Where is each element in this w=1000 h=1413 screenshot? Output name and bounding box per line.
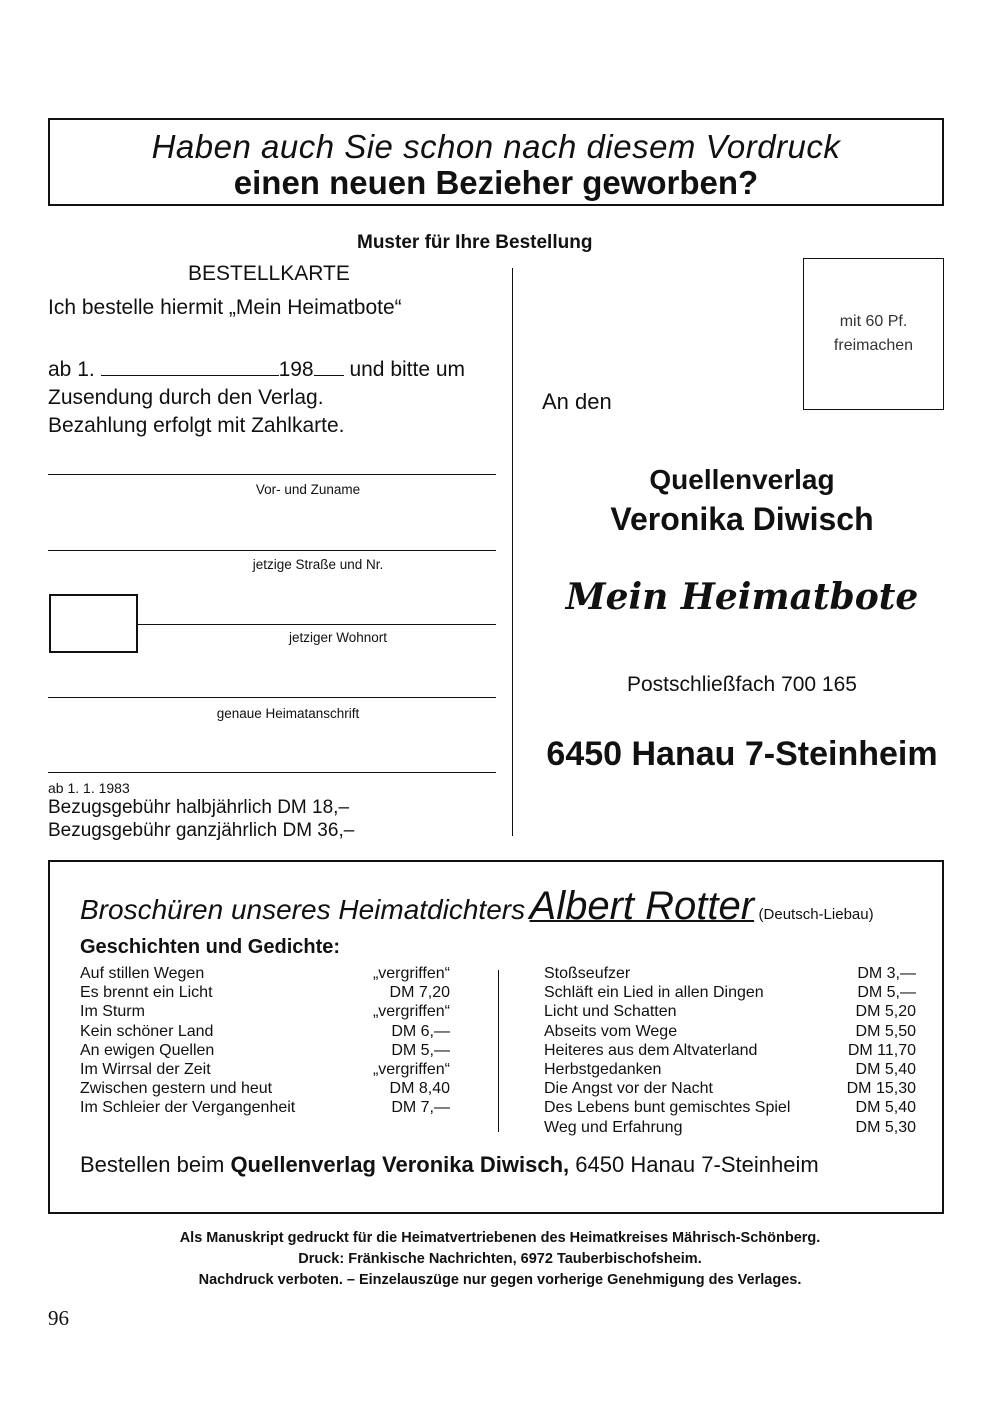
delivery-line: Zusendung durch den Verlag. <box>48 386 324 409</box>
list-item: Die Angst vor der Nacht DM 15,30 <box>544 1080 916 1098</box>
city-field-label: jetziger Wohnort <box>288 630 388 645</box>
ab-suffix: und bitte um <box>349 358 466 381</box>
name-field-label: Vor- und Zuname <box>255 482 361 497</box>
list-item: Schläft ein Lied in allen Dingen DM 5,— <box>544 984 916 1002</box>
list-item: Heiteres aus dem Altvaterland DM 11,70 <box>544 1041 916 1059</box>
order-line: Ich bestelle hiermit „Mein Heimatbote“ <box>48 296 402 319</box>
magazine-logo: Mein Heimatbote <box>565 576 919 618</box>
list-item: Im Wirrsal der Zeit „vergriffen“ <box>80 1060 450 1078</box>
home-address-line2[interactable] <box>48 772 496 773</box>
header-box <box>48 118 944 206</box>
recipient-city: 6450 Hanau 7-Steinheim <box>546 735 938 773</box>
fee-half-year: Bezugsgebühr halbjährlich DM 18,– <box>48 797 350 818</box>
order-note-prefix: Bestellen beim <box>80 1152 225 1177</box>
list-item: An ewigen Quellen DM 5,— <box>80 1041 450 1059</box>
header-question: Haben auch Sie schon nach diesem Vordruck <box>151 128 841 165</box>
street-field-line[interactable] <box>48 550 496 551</box>
list-item: Weg und Erfahrung DM 5,30 <box>544 1118 916 1136</box>
year-prefix: 198 <box>278 358 314 381</box>
po-box: Postschließfach 700 165 <box>627 673 857 696</box>
list-item: Herbstgedanken DM 5,40 <box>544 1060 916 1078</box>
footer-line-3: Nachdruck verboten. – Einzelauszüge nur gegen vorherige Genehmigung des Verlages. <box>198 1272 802 1288</box>
footer-line-1: Als Manuskript gedruckt für die Heimatvertriebenen des Heimatkreises Mährisch-Schönberg. <box>179 1230 821 1246</box>
payment-line: Bezahlung erfolgt mit Zahlkarte. <box>48 414 345 437</box>
home-address-line1[interactable] <box>48 697 496 698</box>
brochure-box <box>48 860 944 1214</box>
list-item: Kein schöner Land DM 6,— <box>80 1022 450 1040</box>
stamp-text-frank: freimachen <box>833 337 914 354</box>
stamp-box <box>803 258 944 410</box>
header-headline: einen neuen Bezieher geworben? <box>233 164 759 201</box>
card-divider <box>512 268 513 836</box>
card-title: BESTELLKARTE <box>188 262 350 285</box>
fee-date: ab 1. 1. 1983 <box>48 780 130 796</box>
publisher-name: Quellenverlag <box>649 464 835 495</box>
list-item: Stoßseufzer DM 3,— <box>544 965 916 982</box>
start-date-blank[interactable] <box>101 359 279 376</box>
ab-prefix: ab 1. <box>48 358 95 381</box>
stamp-text-postage: mit 60 Pf. <box>839 313 908 330</box>
order-note <box>80 1152 819 1178</box>
list-item: Abseits vom Wege DM 5,50 <box>544 1022 916 1040</box>
list-item: Es brennt ein Licht DM 7,20 <box>80 984 450 1002</box>
order-note-publisher: Quellenverlag Veronika Diwisch, <box>230 1152 570 1177</box>
name-field-line[interactable] <box>48 474 496 475</box>
author-origin: (Deutsch-Liebau) <box>758 906 874 923</box>
brochure-list-right <box>544 964 916 1137</box>
ab-line <box>48 358 465 382</box>
order-heading: Muster für Ihre Bestellung <box>357 232 593 253</box>
publisher-owner: Veronika Diwisch <box>610 501 874 537</box>
fee-full-year: Bezugsgebühr ganzjährlich DM 36,– <box>48 820 355 841</box>
list-item: Auf stillen Wegen „vergriffen“ <box>80 965 450 982</box>
footer-line-2: Druck: Fränkische Nachrichten, 6972 Tauberbischofsheim. <box>298 1251 702 1267</box>
city-field-line[interactable] <box>138 624 496 625</box>
section-heading: Geschichten und Gedichte: <box>80 936 341 958</box>
order-note-city: 6450 Hanau 7-Steinheim <box>575 1152 819 1177</box>
list-item: Zwischen gestern und heut DM 8,40 <box>80 1080 450 1098</box>
list-item: Im Schleier der Vergangenheit DM 7,— <box>80 1099 450 1117</box>
list-item: Im Sturm „vergriffen“ <box>80 1003 450 1021</box>
brochure-list-left <box>80 964 450 1118</box>
recipient-prefix: An den <box>542 389 612 414</box>
street-field-label: jetzige Straße und Nr. <box>252 557 384 572</box>
page-number: 96 <box>48 1306 69 1330</box>
list-divider <box>498 970 499 1132</box>
year-blank[interactable] <box>314 359 344 376</box>
brochure-title <box>80 884 874 929</box>
author-name: Albert Rotter <box>529 884 755 928</box>
list-item: Des Lebens bunt gemischtes Spiel DM 5,40 <box>544 1099 916 1117</box>
brochure-title-prefix: Broschüren unseres Heimatdichters <box>80 894 526 925</box>
list-item: Licht und Schatten DM 5,20 <box>544 1003 916 1021</box>
home-address-label: genaue Heimatanschrift <box>216 706 360 721</box>
